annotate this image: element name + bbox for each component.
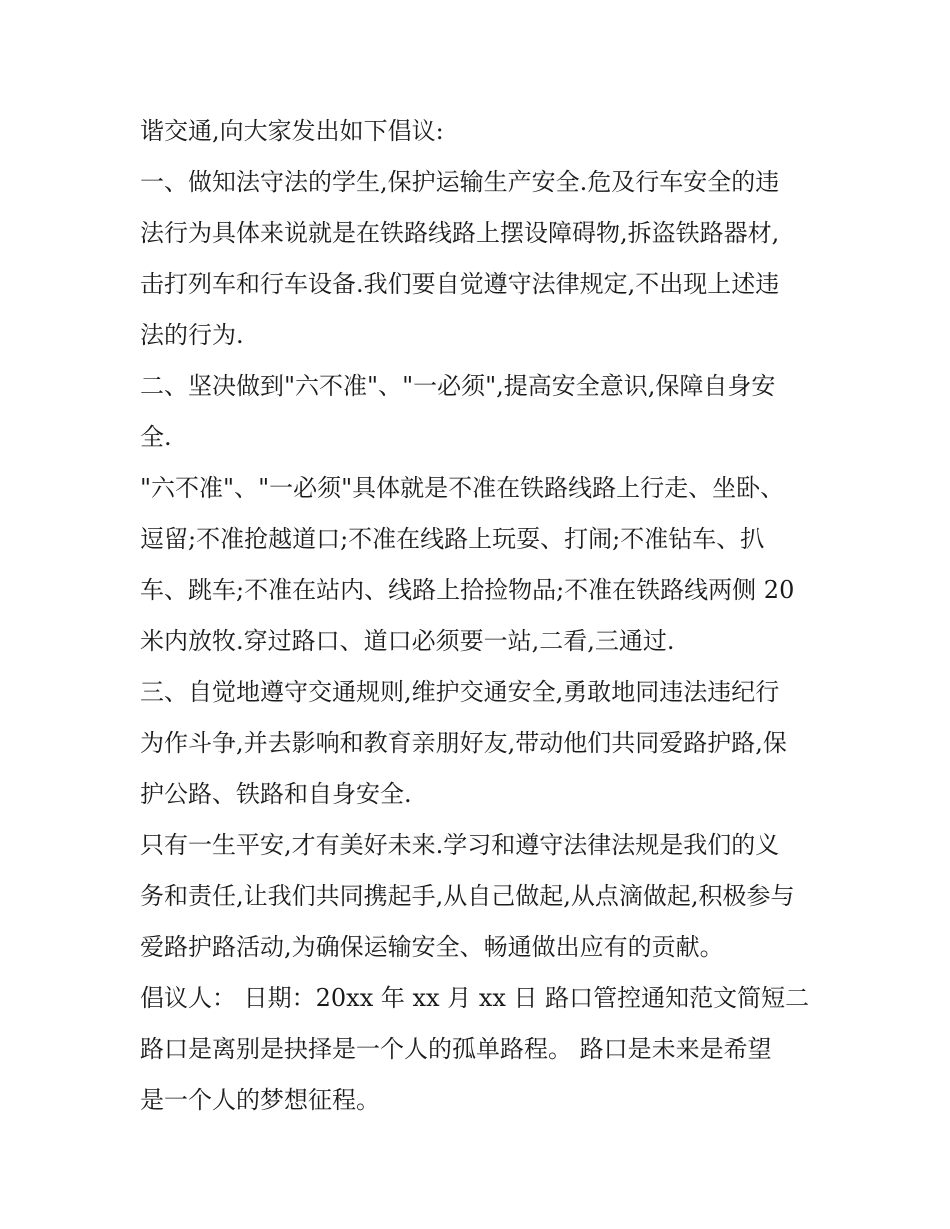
text-line: "六不准"、"一必须"具体就是不准在铁路线路上行走、坐卧、 [140, 474, 785, 502]
text-line: 一、做知法守法的学生,保护运输生产安全.危及行车安全的违 [140, 168, 780, 196]
text-line: 为作斗争,并去影响和教育亲朋好友,带动他们共同爱路护路,保 [140, 729, 787, 757]
text-line: 倡议人： 日期：20xx 年 xx 月 xx 日 路口管控通知范文简短二 [140, 984, 810, 1012]
text-line: 护公路、铁路和自身安全. [140, 780, 412, 808]
text-line: 务和责任,让我们共同携起手,从自己做起,从点滴做起,积极参与 [140, 882, 795, 910]
text-line: 三、自觉地遵守交通规则,维护交通安全,勇敢地同违法违纪行 [140, 678, 780, 706]
text-line: 法的行为. [140, 321, 244, 349]
text-line: 车、跳车;不准在站内、线路上拾捡物品;不准在铁路线两侧 20 [140, 576, 795, 604]
body-text [140, 106, 820, 1126]
text-line: 二、坚决做到"六不准"、"一必须",提高安全意识,保障自身安 [140, 372, 776, 400]
text-line: 击打列车和行车设备.我们要自觉遵守法律规定,不出现上述违 [140, 270, 780, 298]
text-line: 全. [140, 423, 172, 451]
text-line: 谐交通,向大家发出如下倡议: [140, 117, 444, 145]
text-line: 米内放牧.穿过路口、道口必须要一站,二看,三通过. [140, 627, 675, 655]
text-line: 逗留;不准抢越道口;不准在线路上玩耍、打闹;不准钻车、扒 [140, 525, 765, 553]
text-line: 爱路护路活动,为确保运输安全、畅通做出应有的贡献。 [140, 933, 724, 961]
text-line: 法行为具体来说就是在铁路线路上摆设障碍物,拆盗铁路器材, [140, 219, 780, 247]
text-line: 路口是离别是抉择是一个人的孤单路程。 路口是未来是希望 [140, 1035, 772, 1063]
text-line: 只有一生平安,才有美好未来.学习和遵守法律法规是我们的义 [140, 831, 780, 859]
text-line: 是一个人的梦想征程。 [140, 1086, 380, 1114]
